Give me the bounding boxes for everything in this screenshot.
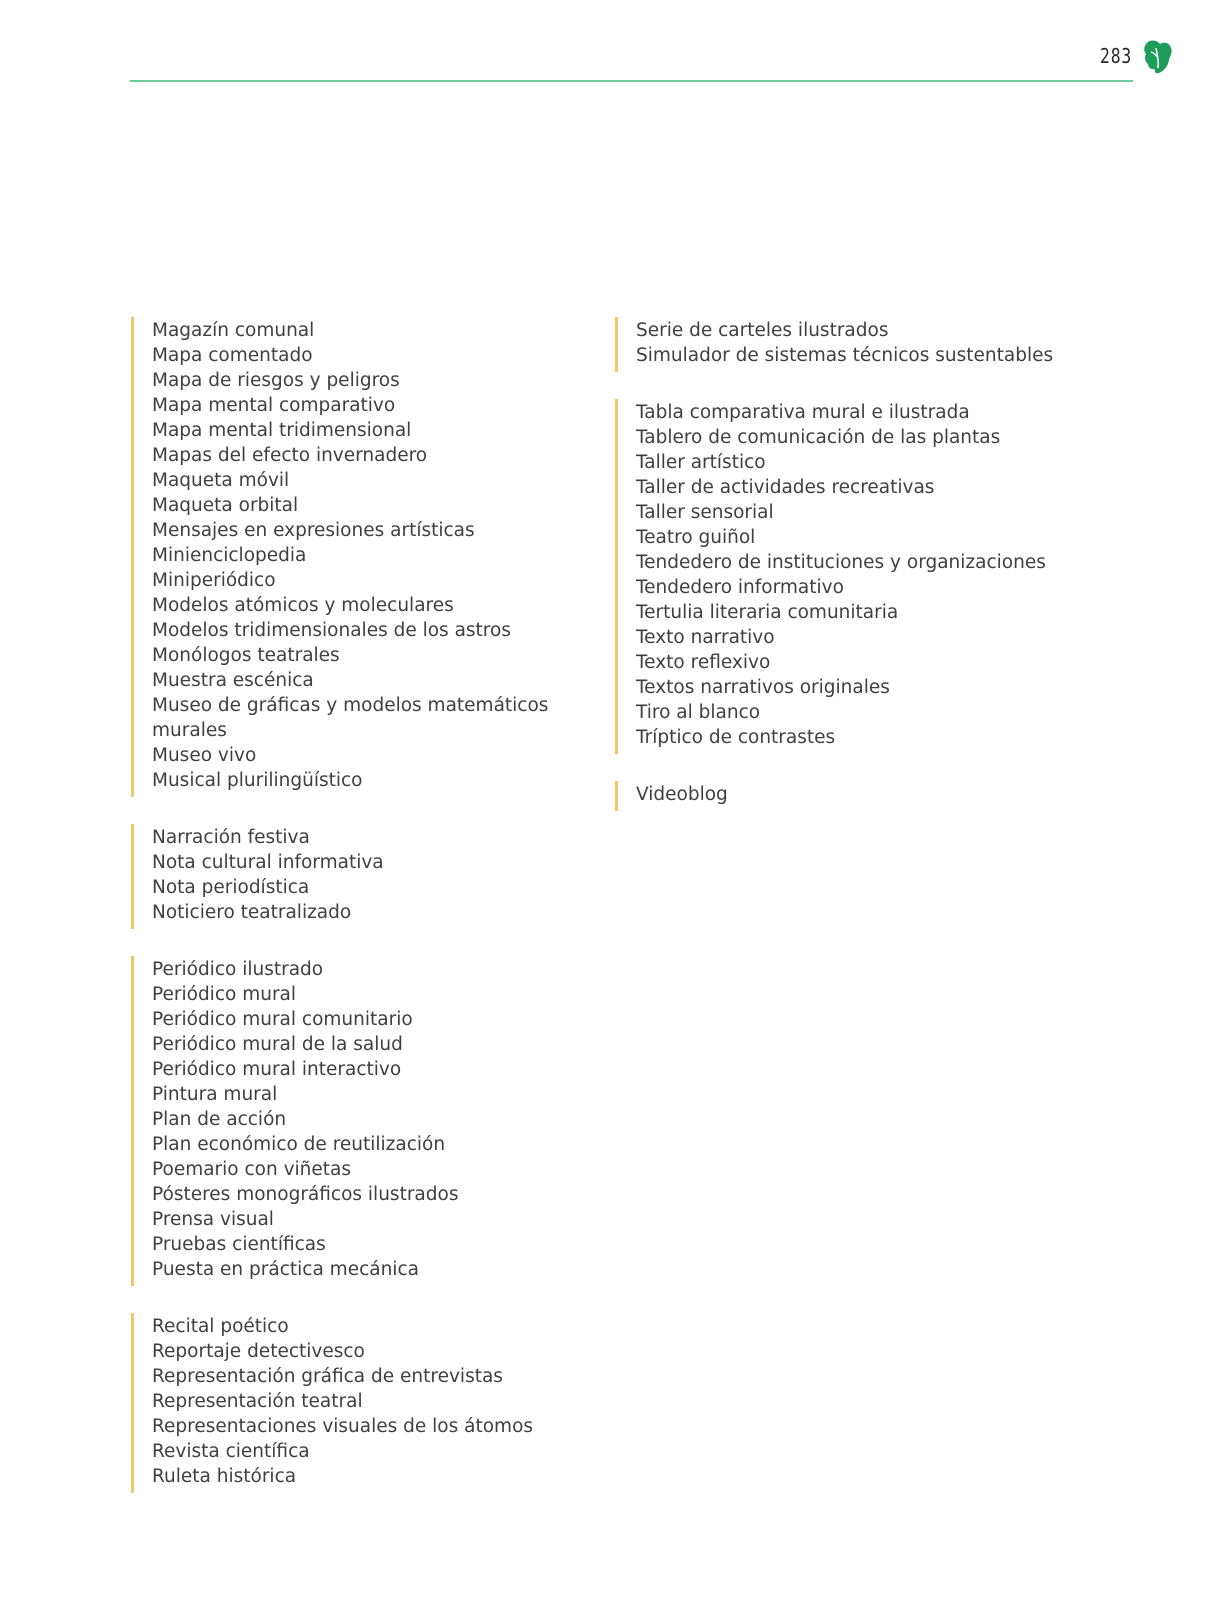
list-item: Museo de gráficas y modelos matemáticos	[152, 695, 549, 716]
list-item: Maqueta móvil	[152, 470, 290, 491]
list-item: Taller artístico	[636, 452, 766, 473]
entry-group	[615, 781, 1053, 811]
list-item: Puesta en práctica mecánica	[152, 1259, 419, 1280]
list-item: Mapa mental comparativo	[152, 395, 396, 416]
list-item: Videoblog	[636, 784, 728, 805]
entry-group	[131, 1313, 548, 1493]
list-item: Nota periodística	[152, 877, 310, 898]
list-item: Poemario con viñetas	[152, 1159, 352, 1180]
list-item: Museo vivo	[152, 745, 257, 766]
list-item: Tríptico de contrastes	[636, 727, 836, 748]
list-item: Tendedero de instituciones y organizaciones	[636, 552, 1046, 573]
list-item: Recital poético	[152, 1316, 289, 1337]
list-item: Texto narrativo	[636, 627, 775, 648]
list-item: Taller de actividades recreativas	[636, 477, 935, 498]
page-number: 283	[1100, 44, 1133, 68]
list-item: Representación gráfica de entrevistas	[152, 1366, 503, 1387]
list-item: Magazín comunal	[152, 320, 315, 341]
list-item: Periódico mural	[152, 984, 297, 1005]
list-item: Pruebas científicas	[152, 1234, 326, 1255]
list-item: Maqueta orbital	[152, 495, 299, 516]
list-item: Modelos tridimensionales de los astros	[152, 620, 511, 641]
list-item: Mapa mental tridimensional	[152, 420, 412, 441]
list-item: Tabla comparativa mural e ilustrada	[636, 402, 970, 423]
list-item: murales	[152, 720, 227, 741]
list-item: Noticiero teatralizado	[152, 902, 352, 923]
list-item: Pintura mural	[152, 1084, 278, 1105]
list-item: Reportaje detectivesco	[152, 1341, 365, 1362]
list-item: Periódico mural de la salud	[152, 1034, 403, 1055]
list-item: Periódico mural interactivo	[152, 1059, 402, 1080]
list-item: Texto reflexivo	[636, 652, 771, 673]
list-item: Monólogos teatrales	[152, 645, 340, 666]
list-item: Ruleta histórica	[152, 1466, 297, 1487]
entry-group	[131, 824, 548, 929]
list-item: Modelos atómicos y moleculares	[152, 595, 454, 616]
entry-group	[131, 317, 548, 797]
list-item: Narración festiva	[152, 827, 310, 848]
entry-group	[615, 399, 1053, 754]
list-item: Mensajes en expresiones artísticas	[152, 520, 475, 541]
list-item: Nota cultural informativa	[152, 852, 384, 873]
list-item: Representación teatral	[152, 1391, 363, 1412]
list-item: Muestra escénica	[152, 670, 314, 691]
list-item: Prensa visual	[152, 1209, 274, 1230]
list-item: Pósteres monográficos ilustrados	[152, 1184, 459, 1205]
list-item: Plan de acción	[152, 1109, 287, 1130]
green-leaf-icon	[1142, 38, 1174, 76]
list-item: Tablero de comunicación de las plantas	[636, 427, 1001, 448]
entry-group	[615, 317, 1053, 372]
list-item: Teatro guiñol	[636, 527, 756, 548]
list-item: Simulador de sistemas técnicos sustentables	[636, 345, 1054, 366]
left-column	[131, 317, 548, 1520]
list-item: Representaciones visuales de los átomos	[152, 1416, 534, 1437]
list-item: Musical plurilingüístico	[152, 770, 363, 791]
list-item: Miniperiódico	[152, 570, 276, 591]
list-item: Plan económico de reutilización	[152, 1134, 446, 1155]
list-item: Periódico mural comunitario	[152, 1009, 413, 1030]
list-item: Tertulia literaria comunitaria	[636, 602, 899, 623]
list-item: Tendedero informativo	[636, 577, 844, 598]
list-item: Mapa comentado	[152, 345, 313, 366]
list-item: Tiro al blanco	[636, 702, 761, 723]
list-item: Mapa de riesgos y peligros	[152, 370, 400, 391]
list-item: Revista científica	[152, 1441, 310, 1462]
entry-group	[131, 956, 548, 1286]
list-item: Textos narrativos originales	[636, 677, 890, 698]
list-item: Mapas del efecto invernadero	[152, 445, 428, 466]
list-item: Periódico ilustrado	[152, 959, 324, 980]
header-rule	[130, 80, 1133, 82]
list-item: Minienciclopedia	[152, 545, 307, 566]
list-item: Taller sensorial	[636, 502, 774, 523]
right-column	[615, 317, 1053, 838]
list-item: Serie de carteles ilustrados	[636, 320, 889, 341]
